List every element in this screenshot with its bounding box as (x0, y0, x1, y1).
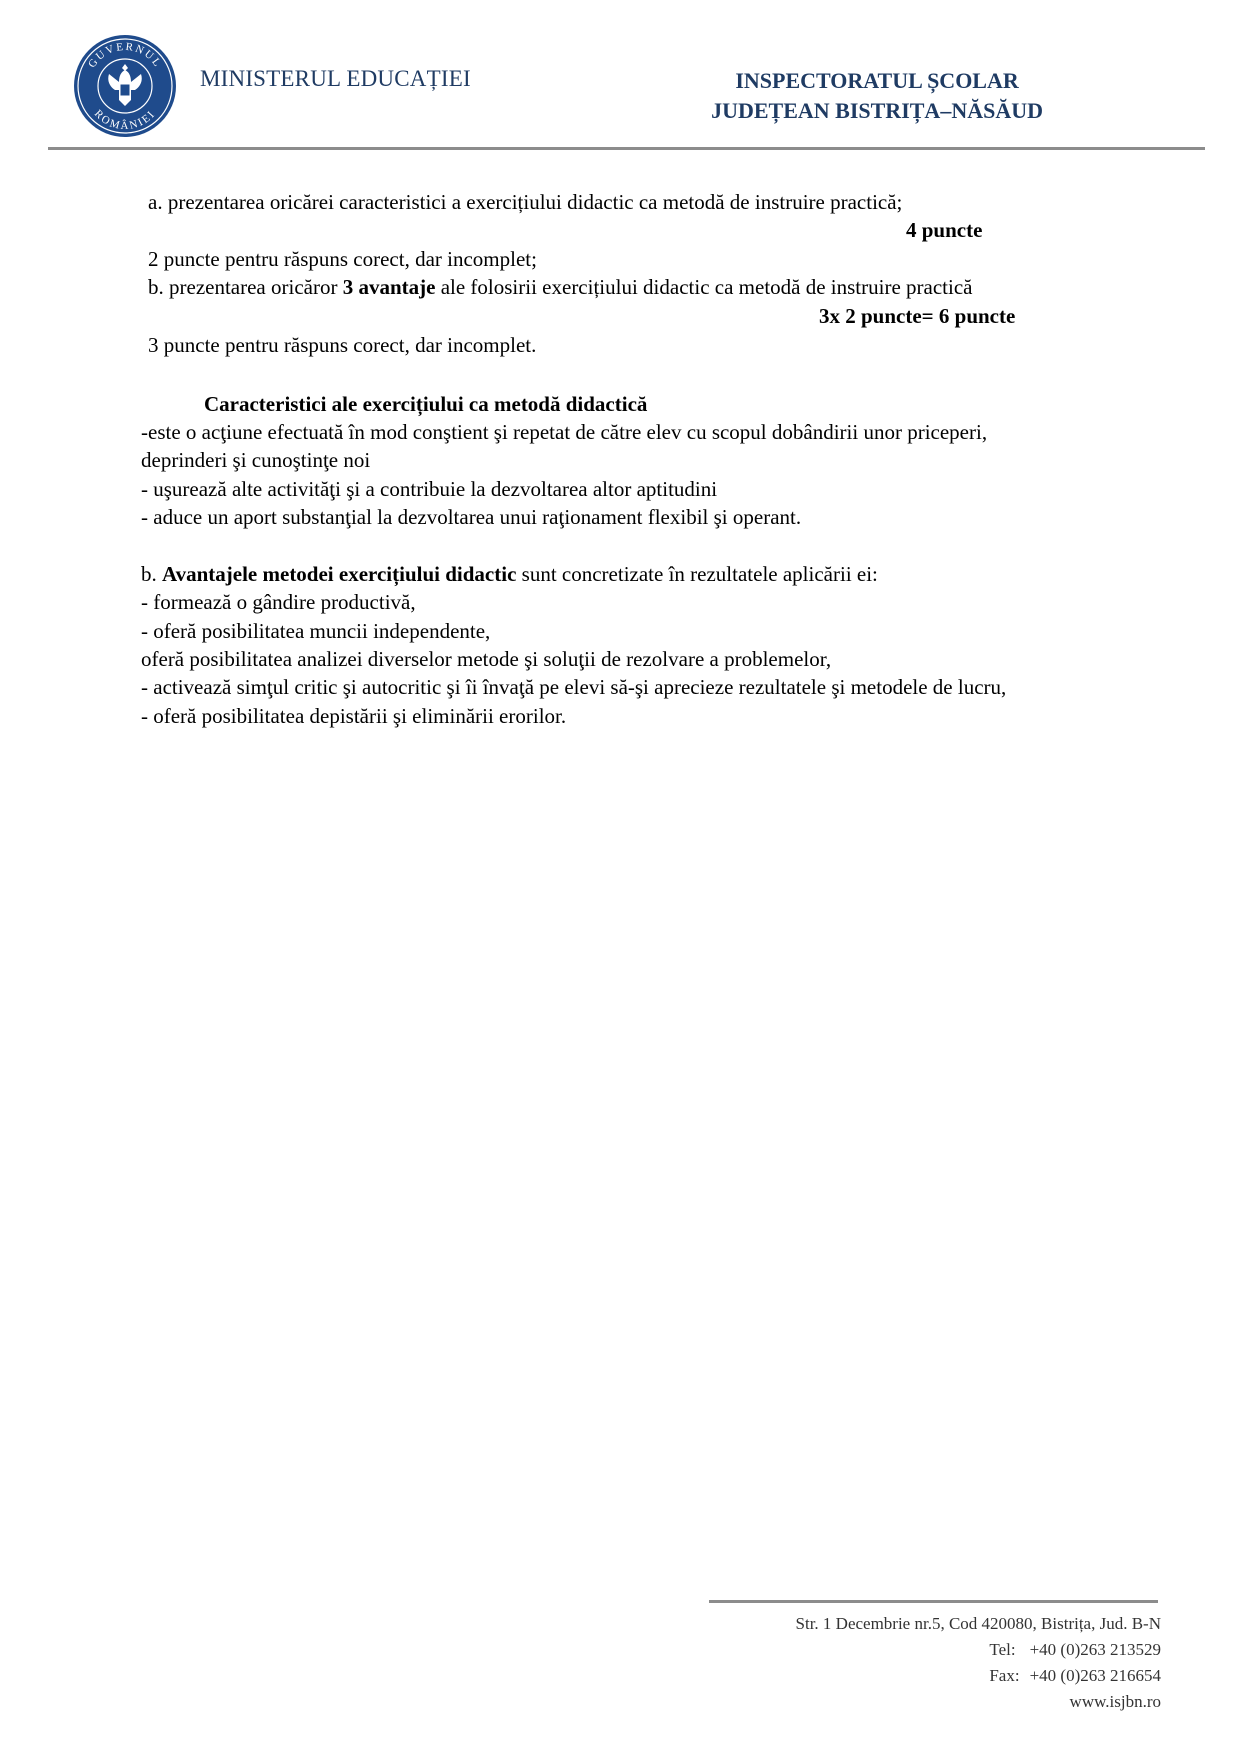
advantages-intro (141, 560, 878, 588)
criterion-a-points: 4 puncte (906, 218, 983, 242)
advantages-prefix: b. (141, 562, 162, 586)
advantage-item: oferă posibilitatea analizei diverselor metode şi soluţii de rezolvare a problemelor, (141, 647, 832, 671)
criterion-b-partial: 3 puncte pentru răspuns corect, dar incomplet. (148, 333, 537, 357)
footer-contact (796, 1611, 1161, 1715)
characteristic-line-4: - aduce un aport substanţial la dezvoltarea unui raţionament flexibil şi operant. (141, 505, 802, 529)
footer-fax-value: +40 (0)263 216654 (1029, 1666, 1161, 1685)
criterion-b-text (148, 273, 972, 301)
footer-fax-label: Fax: (989, 1666, 1020, 1685)
footer-tel-label: Tel: (989, 1640, 1016, 1659)
advantage-item: - oferă posibilitatea muncii independente, (141, 619, 491, 643)
inspectorate-line-1: INSPECTORATUL ȘCOLAR (735, 68, 1019, 93)
header-divider (48, 147, 1205, 150)
government-seal-logo (73, 34, 177, 138)
advantage-item: - formează o gândire productivă, (141, 590, 416, 614)
footer-tel-value: +40 (0)263 213529 (1029, 1640, 1161, 1659)
criterion-b-points: 3x 2 puncte= 6 puncte (819, 304, 1016, 328)
criterion-b-suffix: ale folosirii exercițiului didactic ca metodă de instruire practică (435, 275, 973, 299)
footer-divider (709, 1600, 1158, 1603)
criterion-b-prefix: b. prezentarea oricăror (148, 275, 343, 299)
advantages-bold: Avantajele metodei exercițiului didactic (162, 562, 517, 586)
characteristic-line-3: - uşurează alte activităţi şi a contribuie la dezvoltarea altor aptitudini (141, 477, 718, 501)
criterion-a-partial: 2 puncte pentru răspuns corect, dar incomplet; (148, 247, 537, 271)
footer-address: Str. 1 Decembrie nr.5, Cod 420080, Bistrița, Jud. B-N (795, 1614, 1161, 1633)
ministry-name: MINISTERUL EDUCAȚIEI (200, 66, 471, 91)
footer-fax (796, 1663, 1161, 1689)
characteristic-line-2: deprinderi şi cunoştinţe noi (141, 448, 371, 472)
logo-text-bottom: ROMÂNIEI (91, 107, 159, 133)
advantage-item: - oferă posibilitatea depistării şi eliminării erorilor. (141, 704, 567, 728)
characteristic-line-1: -este o acţiune efectuată în mod conştient şi repetat de către elev cu scopul dobândirii unor priceperi, (141, 420, 988, 444)
advantage-item: - activează simţul critic şi autocritic şi îi învaţă pe elevi să-şi aprecieze rezultatele şi metodele de lucru, (141, 675, 1007, 699)
advantages-suffix: sunt concretizate în rezultatele aplicării ei: (516, 562, 878, 586)
criterion-b-bold: 3 avantaje (342, 275, 436, 299)
footer-website: www.isjbn.ro (1069, 1692, 1161, 1711)
footer-tel (796, 1637, 1161, 1663)
logo-text-top: GUVERNUL (86, 40, 165, 71)
inspectorate-name (711, 66, 1043, 126)
inspectorate-line-2: JUDEȚEAN BISTRIȚA–NĂSĂUD (711, 98, 1043, 123)
criterion-a-text: a. prezentarea oricărei caracteristici a exercițiului didactic ca metodă de instruire practică; (148, 190, 903, 214)
characteristics-heading: Caracteristici ale exercițiului ca metodă didactică (204, 392, 648, 416)
